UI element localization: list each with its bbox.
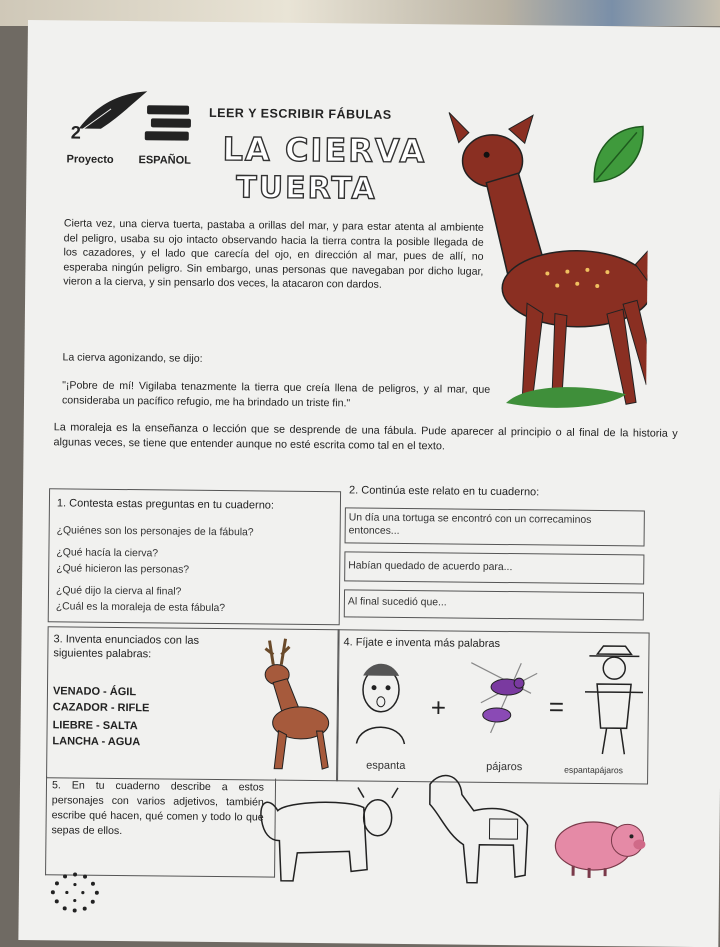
question-3: ¿Qué hicieron las personas?: [56, 563, 190, 576]
series-title: LEER Y ESCRIBIR FÁBULAS: [208, 105, 392, 122]
question-1: ¿Quiénes son los personajes de la fábula?: [56, 525, 254, 539]
word-pair-2: CAZADOR - RIFLE: [52, 701, 150, 715]
result-word: espantapájaros: [564, 764, 624, 776]
word-pair-3: LIEBRE - SALTA: [52, 719, 138, 733]
equals-sign: =: [548, 691, 565, 722]
project-label: Proyecto: [66, 153, 114, 166]
section-2-title: 2. Continúa este relato en tu cuaderno:: [349, 484, 540, 499]
plus-sign: +: [430, 692, 447, 723]
story-paragraph-3: "¡Pobre de mí! Vigilaba tenazmente la tierra que creía llena de peligros, y al mar, que consideraba un pacífico refugio, me ha brindado un triste fin.": [61, 379, 491, 409]
subject-label: ESPAÑOL: [138, 154, 191, 167]
title-line-2: TUERTA: [236, 170, 377, 207]
feather-icon: [71, 88, 152, 149]
prompt-3: Al final sucedió que...: [347, 596, 447, 609]
word-1: espanta: [366, 759, 406, 772]
birds-illustration: [460, 653, 541, 744]
word-2: pájaros: [486, 760, 523, 774]
question-5: ¿Cuál es la moraleja de esta fábula?: [55, 601, 226, 615]
scarecrow-illustration: [582, 644, 645, 757]
section-5-title: 5. En tu cuaderno describe a estos personajes con varios adjetivos, también escribe qué hacen, qué comen y todo lo que sepas de ellos.: [51, 779, 265, 838]
stag-illustration: [238, 634, 333, 775]
word-pair-1: VENADO - ÁGIL: [52, 685, 137, 699]
worksheet-page: [18, 20, 720, 947]
moraleja-paragraph: La moraleja es la enseñanza o lección que se desprende de una fábula. Pude aparecer al principio o al final de la historia y algunas veces, se tiene que entender aunque no esté escrita como tal en el texto.: [53, 421, 678, 452]
story-paragraph-1: Cierta vez, una cierva tuerta, pastaba a orillas del mar, y para estar atenta al ambiente del peligro, usaba su ojo intacto observando hacia la tierra contra la posible llegada de los cazadores, y el lado que carecía del ojo, en dirección al mar, pues de allí, no esperaba ningún peligro. Sin embargo, unas personas que navegaban por dicho lugar, vieron a la cierva, y sin pensarlo dos veces, la atacaron con dardos.: [63, 217, 484, 292]
question-4: ¿Qué dijo la cierva al final?: [55, 585, 182, 598]
scared-face-illustration: [350, 655, 411, 746]
cow-illustration: [257, 780, 400, 891]
books-icon: [141, 101, 202, 152]
project-number: 2: [70, 122, 81, 143]
horse-illustration: [399, 764, 540, 895]
prompt-1: Un día una tortuga se encontró con un correcaminos entonces...: [348, 512, 592, 537]
prompt-2: Habían quedado de acuerdo para...: [348, 560, 513, 574]
section-3-title: 3. Inventa enunciados con las siguientes palabras:: [53, 633, 200, 661]
pig-illustration: [549, 810, 650, 881]
title-line-1: LA CIERVA: [222, 130, 427, 171]
word-pair-4: LANCHA - AGUA: [52, 735, 141, 749]
section-1-title: 1. Contesta estas preguntas en tu cuaderno:: [56, 497, 275, 512]
decorative-dot-circle: [47, 870, 103, 915]
section-4-title: 4. Fíjate e inventa más palabras: [343, 636, 501, 650]
question-2: ¿Qué hacía la cierva?: [56, 547, 159, 560]
story-paragraph-2: La cierva agonizando, se dijo:: [62, 351, 203, 365]
